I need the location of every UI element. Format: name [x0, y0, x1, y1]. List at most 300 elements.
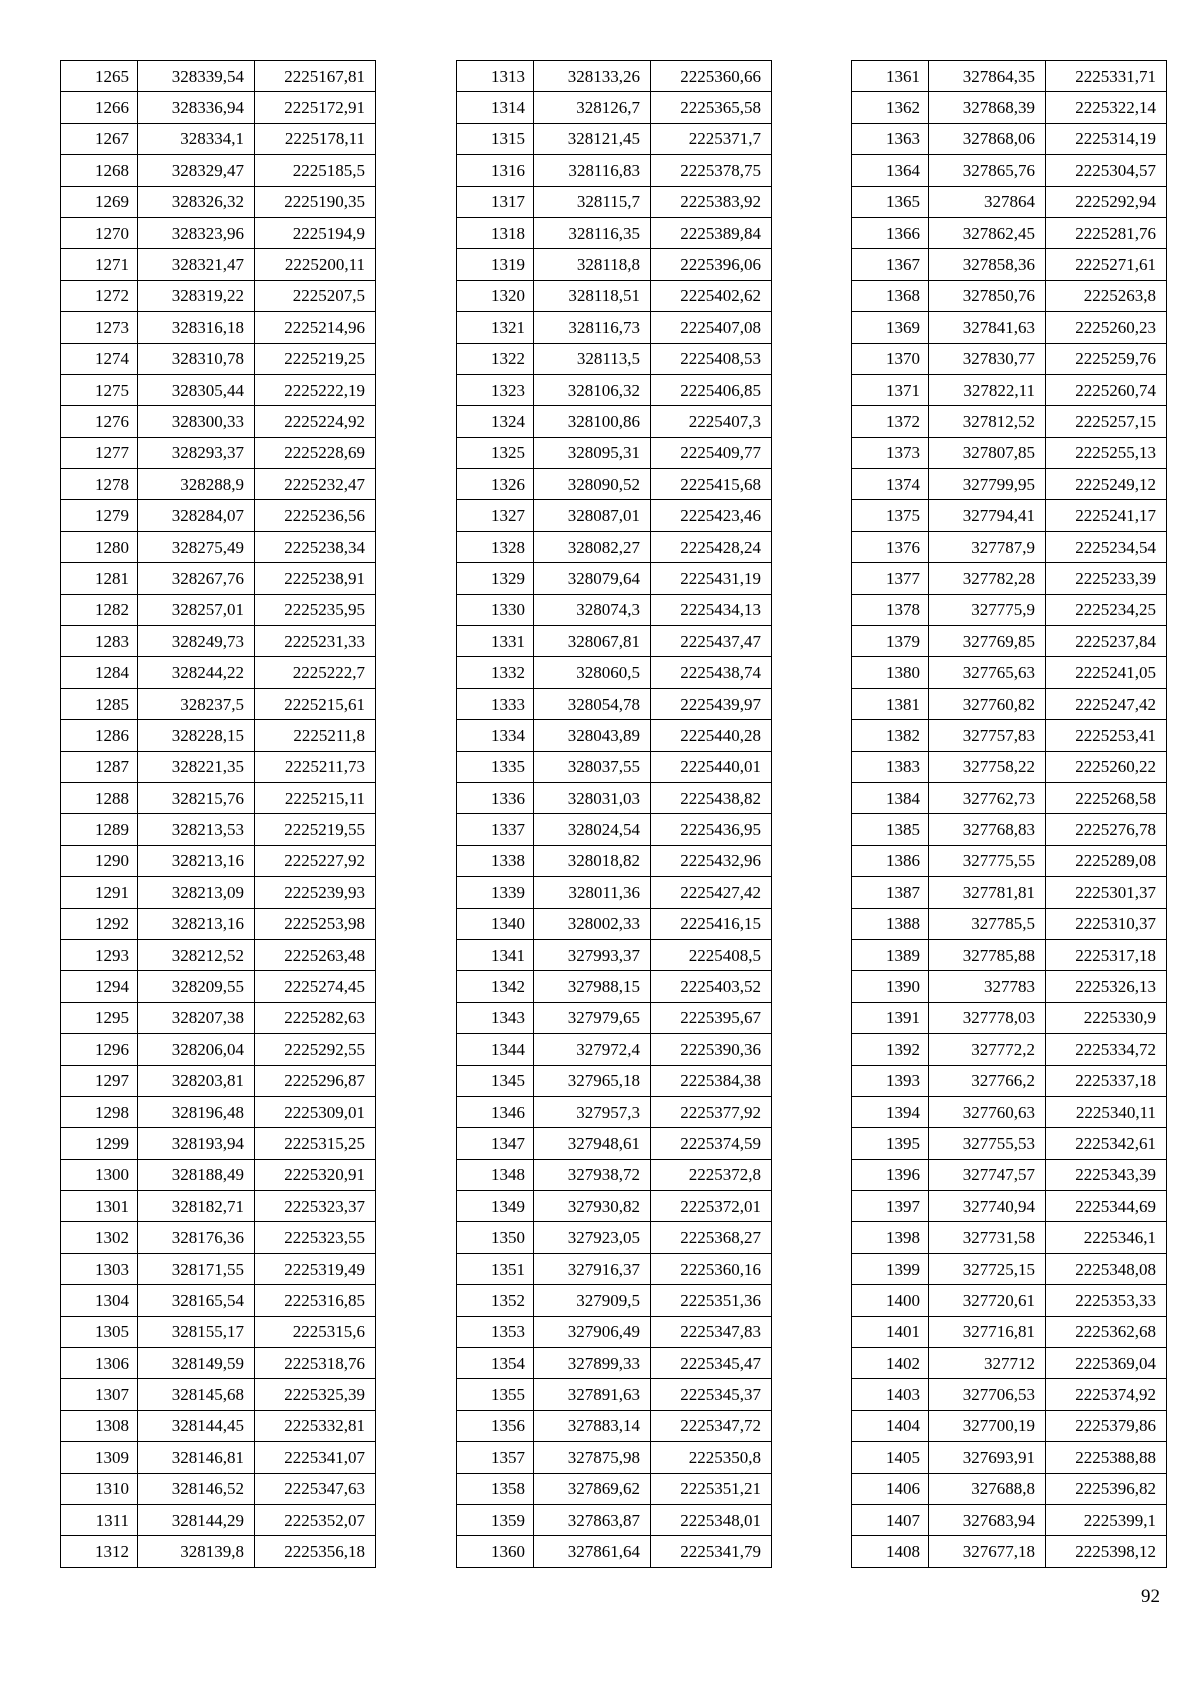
point-number-cell: 1370 [852, 343, 929, 374]
y-coordinate-cell: 2225238,34 [255, 531, 376, 562]
y-coordinate-cell: 2225372,8 [651, 1159, 772, 1190]
point-number-cell: 1283 [61, 626, 138, 657]
point-number-cell: 1352 [457, 1285, 534, 1316]
table-row [61, 1504, 376, 1535]
x-coordinate-cell: 328139,8 [138, 1536, 255, 1567]
point-number-cell: 1373 [852, 437, 929, 468]
point-number-cell: 1321 [457, 312, 534, 343]
y-coordinate-cell: 2225178,11 [255, 123, 376, 154]
y-coordinate-cell: 2225347,72 [651, 1410, 772, 1441]
x-coordinate-cell: 327794,41 [929, 500, 1046, 531]
point-number-cell: 1285 [61, 688, 138, 719]
table-row [852, 1222, 1167, 1253]
table-row [61, 908, 376, 939]
table-row [61, 657, 376, 688]
x-coordinate-cell: 327740,94 [929, 1191, 1046, 1222]
x-coordinate-cell: 328176,36 [138, 1222, 255, 1253]
point-number-cell: 1296 [61, 1034, 138, 1065]
point-number-cell: 1339 [457, 877, 534, 908]
table-row [852, 374, 1167, 405]
y-coordinate-cell: 2225350,8 [651, 1442, 772, 1473]
table-row [61, 814, 376, 845]
x-coordinate-cell: 328090,52 [534, 469, 651, 500]
y-coordinate-cell: 2225322,14 [1046, 92, 1167, 123]
x-coordinate-cell: 327772,2 [929, 1034, 1046, 1065]
y-coordinate-cell: 2225234,54 [1046, 531, 1167, 562]
y-coordinate-cell: 2225260,74 [1046, 374, 1167, 405]
point-number-cell: 1381 [852, 688, 929, 719]
point-number-cell: 1380 [852, 657, 929, 688]
x-coordinate-cell: 328116,35 [534, 217, 651, 248]
y-coordinate-cell: 2225222,7 [255, 657, 376, 688]
y-coordinate-cell: 2225436,95 [651, 814, 772, 845]
x-coordinate-cell: 328209,55 [138, 971, 255, 1002]
x-coordinate-cell: 328043,89 [534, 720, 651, 751]
point-number-cell: 1338 [457, 845, 534, 876]
table-row [61, 1442, 376, 1473]
y-coordinate-cell: 2225304,57 [1046, 155, 1167, 186]
x-coordinate-cell: 328155,17 [138, 1316, 255, 1347]
y-coordinate-cell: 2225247,42 [1046, 688, 1167, 719]
table-row [852, 1410, 1167, 1441]
table-row [61, 1096, 376, 1127]
y-coordinate-cell: 2225249,12 [1046, 469, 1167, 500]
y-coordinate-cell: 2225438,82 [651, 782, 772, 813]
point-number-cell: 1313 [457, 61, 534, 92]
point-number-cell: 1298 [61, 1096, 138, 1127]
table-row [457, 1065, 772, 1096]
x-coordinate-cell: 327760,82 [929, 688, 1046, 719]
x-coordinate-cell: 327812,52 [929, 406, 1046, 437]
point-number-cell: 1274 [61, 343, 138, 374]
point-number-cell: 1333 [457, 688, 534, 719]
point-number-cell: 1312 [61, 1536, 138, 1567]
y-coordinate-cell: 2225440,28 [651, 720, 772, 751]
x-coordinate-cell: 327979,65 [534, 1002, 651, 1033]
point-number-cell: 1278 [61, 469, 138, 500]
point-number-cell: 1297 [61, 1065, 138, 1096]
x-coordinate-cell: 327861,64 [534, 1536, 651, 1567]
y-coordinate-cell: 2225356,18 [255, 1536, 376, 1567]
x-coordinate-cell: 327938,72 [534, 1159, 651, 1190]
x-coordinate-cell: 327993,37 [534, 939, 651, 970]
x-coordinate-cell: 328060,5 [534, 657, 651, 688]
y-coordinate-cell: 2225233,39 [1046, 563, 1167, 594]
x-coordinate-cell: 327948,61 [534, 1128, 651, 1159]
table-row [61, 280, 376, 311]
x-coordinate-cell: 327875,98 [534, 1442, 651, 1473]
x-coordinate-cell: 328212,52 [138, 939, 255, 970]
point-number-cell: 1308 [61, 1410, 138, 1441]
y-coordinate-cell: 2225235,95 [255, 594, 376, 625]
point-number-cell: 1276 [61, 406, 138, 437]
table-row [61, 782, 376, 813]
y-coordinate-cell: 2225310,37 [1046, 908, 1167, 939]
table-row [852, 1096, 1167, 1127]
table-row [852, 531, 1167, 562]
table-row [457, 312, 772, 343]
table-row [852, 1128, 1167, 1159]
x-coordinate-cell: 327865,76 [929, 155, 1046, 186]
y-coordinate-cell: 2225271,61 [1046, 249, 1167, 280]
y-coordinate-cell: 2225222,19 [255, 374, 376, 405]
table-row [61, 1348, 376, 1379]
y-coordinate-cell: 2225408,53 [651, 343, 772, 374]
y-coordinate-cell: 2225301,37 [1046, 877, 1167, 908]
table-row [457, 845, 772, 876]
point-number-cell: 1377 [852, 563, 929, 594]
table-row [457, 1504, 772, 1535]
x-coordinate-cell: 327677,18 [929, 1536, 1046, 1567]
table-row [852, 280, 1167, 311]
table-row [852, 908, 1167, 939]
x-coordinate-cell: 328082,27 [534, 531, 651, 562]
y-coordinate-cell: 2225228,69 [255, 437, 376, 468]
x-coordinate-cell: 328326,32 [138, 186, 255, 217]
table-row [852, 939, 1167, 970]
x-coordinate-cell: 327683,94 [929, 1504, 1046, 1535]
table-row [457, 1222, 772, 1253]
point-number-cell: 1284 [61, 657, 138, 688]
y-coordinate-cell: 2225281,76 [1046, 217, 1167, 248]
table-row [852, 657, 1167, 688]
y-coordinate-cell: 2225396,82 [1046, 1473, 1167, 1504]
x-coordinate-cell: 327988,15 [534, 971, 651, 1002]
point-number-cell: 1337 [457, 814, 534, 845]
y-coordinate-cell: 2225409,77 [651, 437, 772, 468]
x-coordinate-cell: 328300,33 [138, 406, 255, 437]
x-coordinate-cell: 328203,81 [138, 1065, 255, 1096]
y-coordinate-cell: 2225345,37 [651, 1379, 772, 1410]
x-coordinate-cell: 327891,63 [534, 1379, 651, 1410]
point-number-cell: 1371 [852, 374, 929, 405]
y-coordinate-cell: 2225315,6 [255, 1316, 376, 1347]
x-coordinate-cell: 327757,83 [929, 720, 1046, 751]
point-number-cell: 1303 [61, 1253, 138, 1284]
point-number-cell: 1405 [852, 1442, 929, 1473]
point-number-cell: 1277 [61, 437, 138, 468]
point-number-cell: 1331 [457, 626, 534, 657]
x-coordinate-cell: 328275,49 [138, 531, 255, 562]
point-number-cell: 1353 [457, 1316, 534, 1347]
x-coordinate-cell: 327923,05 [534, 1222, 651, 1253]
point-number-cell: 1382 [852, 720, 929, 751]
x-coordinate-cell: 327782,28 [929, 563, 1046, 594]
point-number-cell: 1325 [457, 437, 534, 468]
table-row [457, 123, 772, 154]
table-row [852, 500, 1167, 531]
y-coordinate-cell: 2225360,16 [651, 1253, 772, 1284]
x-coordinate-cell: 328011,36 [534, 877, 651, 908]
x-coordinate-cell: 327755,53 [929, 1128, 1046, 1159]
table-row [61, 688, 376, 719]
y-coordinate-cell: 2225219,25 [255, 343, 376, 374]
y-coordinate-cell: 2225437,47 [651, 626, 772, 657]
table-row [457, 688, 772, 719]
table-row [61, 186, 376, 217]
table-row [852, 1504, 1167, 1535]
y-coordinate-cell: 2225331,71 [1046, 61, 1167, 92]
x-coordinate-cell: 327972,4 [534, 1034, 651, 1065]
x-coordinate-cell: 328196,48 [138, 1096, 255, 1127]
point-number-cell: 1360 [457, 1536, 534, 1567]
point-number-cell: 1270 [61, 217, 138, 248]
table-row [457, 563, 772, 594]
table-row [457, 92, 772, 123]
x-coordinate-cell: 328144,45 [138, 1410, 255, 1441]
x-coordinate-cell: 328321,47 [138, 249, 255, 280]
point-number-cell: 1344 [457, 1034, 534, 1065]
y-coordinate-cell: 2225347,83 [651, 1316, 772, 1347]
x-coordinate-cell: 327706,53 [929, 1379, 1046, 1410]
x-coordinate-cell: 327841,63 [929, 312, 1046, 343]
x-coordinate-cell: 328018,82 [534, 845, 651, 876]
table-row [457, 1096, 772, 1127]
y-coordinate-cell: 2225423,46 [651, 500, 772, 531]
table-row [457, 877, 772, 908]
y-coordinate-cell: 2225274,45 [255, 971, 376, 1002]
point-number-cell: 1328 [457, 531, 534, 562]
point-number-cell: 1358 [457, 1473, 534, 1504]
table-row [852, 782, 1167, 813]
x-coordinate-cell: 328118,8 [534, 249, 651, 280]
point-number-cell: 1403 [852, 1379, 929, 1410]
x-coordinate-cell: 328244,22 [138, 657, 255, 688]
table-row [61, 155, 376, 186]
table-row [852, 626, 1167, 657]
table-row [457, 343, 772, 374]
point-number-cell: 1349 [457, 1191, 534, 1222]
x-coordinate-cell: 328067,81 [534, 626, 651, 657]
point-number-cell: 1307 [61, 1379, 138, 1410]
x-coordinate-cell: 327720,61 [929, 1285, 1046, 1316]
x-coordinate-cell: 327930,82 [534, 1191, 651, 1222]
table-row [852, 1191, 1167, 1222]
x-coordinate-cell: 327864,35 [929, 61, 1046, 92]
x-coordinate-cell: 328121,45 [534, 123, 651, 154]
x-coordinate-cell: 327716,81 [929, 1316, 1046, 1347]
y-coordinate-cell: 2225378,75 [651, 155, 772, 186]
y-coordinate-cell: 2225319,49 [255, 1253, 376, 1284]
point-number-cell: 1407 [852, 1504, 929, 1535]
point-number-cell: 1302 [61, 1222, 138, 1253]
table-row [457, 971, 772, 1002]
point-number-cell: 1347 [457, 1128, 534, 1159]
y-coordinate-cell: 2225316,85 [255, 1285, 376, 1316]
table-row [457, 1002, 772, 1033]
point-number-cell: 1310 [61, 1473, 138, 1504]
y-coordinate-cell: 2225215,61 [255, 688, 376, 719]
x-coordinate-cell: 328115,7 [534, 186, 651, 217]
table-body [852, 61, 1167, 1568]
x-coordinate-cell: 328116,73 [534, 312, 651, 343]
x-coordinate-cell: 327766,2 [929, 1065, 1046, 1096]
y-coordinate-cell: 2225389,84 [651, 217, 772, 248]
x-coordinate-cell: 327731,58 [929, 1222, 1046, 1253]
table-row [852, 563, 1167, 594]
point-number-cell: 1398 [852, 1222, 929, 1253]
x-coordinate-cell: 328144,29 [138, 1504, 255, 1535]
y-coordinate-cell: 2225255,13 [1046, 437, 1167, 468]
coordinate-table-3 [851, 60, 1167, 1568]
table-row [852, 61, 1167, 92]
y-coordinate-cell: 2225343,39 [1046, 1159, 1167, 1190]
point-number-cell: 1376 [852, 531, 929, 562]
x-coordinate-cell: 327700,19 [929, 1410, 1046, 1441]
table-row [61, 61, 376, 92]
point-number-cell: 1362 [852, 92, 929, 123]
table-row [61, 374, 376, 405]
y-coordinate-cell: 2225268,58 [1046, 782, 1167, 813]
point-number-cell: 1320 [457, 280, 534, 311]
y-coordinate-cell: 2225344,69 [1046, 1191, 1167, 1222]
table-row [457, 814, 772, 845]
x-coordinate-cell: 328206,04 [138, 1034, 255, 1065]
x-coordinate-cell: 327785,5 [929, 908, 1046, 939]
table-row [852, 1034, 1167, 1065]
x-coordinate-cell: 327906,49 [534, 1316, 651, 1347]
point-number-cell: 1343 [457, 1002, 534, 1033]
table-row [852, 1159, 1167, 1190]
point-number-cell: 1361 [852, 61, 929, 92]
x-coordinate-cell: 327762,73 [929, 782, 1046, 813]
y-coordinate-cell: 2225190,35 [255, 186, 376, 217]
table-row [852, 1379, 1167, 1410]
table-row [61, 531, 376, 562]
y-coordinate-cell: 2225194,9 [255, 217, 376, 248]
point-number-cell: 1395 [852, 1128, 929, 1159]
y-coordinate-cell: 2225239,93 [255, 877, 376, 908]
y-coordinate-cell: 2225185,5 [255, 155, 376, 186]
y-coordinate-cell: 2225345,47 [651, 1348, 772, 1379]
table-row [457, 1191, 772, 1222]
point-number-cell: 1363 [852, 123, 929, 154]
y-coordinate-cell: 2225330,9 [1046, 1002, 1167, 1033]
x-coordinate-cell: 328284,07 [138, 500, 255, 531]
y-coordinate-cell: 2225398,12 [1046, 1536, 1167, 1567]
table-row [852, 155, 1167, 186]
table-row [457, 61, 772, 92]
point-number-cell: 1315 [457, 123, 534, 154]
table-row [457, 186, 772, 217]
point-number-cell: 1354 [457, 1348, 534, 1379]
table-row [852, 1536, 1167, 1567]
y-coordinate-cell: 2225346,1 [1046, 1222, 1167, 1253]
table-row [61, 1002, 376, 1033]
point-number-cell: 1365 [852, 186, 929, 217]
y-coordinate-cell: 2225407,3 [651, 406, 772, 437]
table-row [457, 657, 772, 688]
point-number-cell: 1317 [457, 186, 534, 217]
y-coordinate-cell: 2225348,08 [1046, 1253, 1167, 1284]
y-coordinate-cell: 2225440,01 [651, 751, 772, 782]
point-number-cell: 1327 [457, 500, 534, 531]
point-number-cell: 1332 [457, 657, 534, 688]
point-number-cell: 1369 [852, 312, 929, 343]
point-number-cell: 1288 [61, 782, 138, 813]
point-number-cell: 1282 [61, 594, 138, 625]
point-number-cell: 1348 [457, 1159, 534, 1190]
y-coordinate-cell: 2225323,55 [255, 1222, 376, 1253]
x-coordinate-cell: 327747,57 [929, 1159, 1046, 1190]
point-number-cell: 1356 [457, 1410, 534, 1441]
y-coordinate-cell: 2225432,96 [651, 845, 772, 876]
y-coordinate-cell: 2225232,47 [255, 469, 376, 500]
x-coordinate-cell: 327781,81 [929, 877, 1046, 908]
x-coordinate-cell: 327785,88 [929, 939, 1046, 970]
table-row [61, 249, 376, 280]
point-number-cell: 1404 [852, 1410, 929, 1441]
x-coordinate-cell: 328207,38 [138, 1002, 255, 1033]
table-row [61, 1222, 376, 1253]
y-coordinate-cell: 2225314,19 [1046, 123, 1167, 154]
y-coordinate-cell: 2225365,58 [651, 92, 772, 123]
table-row [457, 249, 772, 280]
table-row [61, 939, 376, 970]
y-coordinate-cell: 2225353,33 [1046, 1285, 1167, 1316]
x-coordinate-cell: 327916,37 [534, 1253, 651, 1284]
y-coordinate-cell: 2225332,81 [255, 1410, 376, 1441]
x-coordinate-cell: 328024,54 [534, 814, 651, 845]
table-row [457, 720, 772, 751]
point-number-cell: 1319 [457, 249, 534, 280]
y-coordinate-cell: 2225172,91 [255, 92, 376, 123]
y-coordinate-cell: 2225371,7 [651, 123, 772, 154]
x-coordinate-cell: 327758,22 [929, 751, 1046, 782]
table-row [61, 751, 376, 782]
x-coordinate-cell: 328213,09 [138, 877, 255, 908]
point-number-cell: 1289 [61, 814, 138, 845]
table-row [852, 469, 1167, 500]
y-coordinate-cell: 2225407,08 [651, 312, 772, 343]
table-row [457, 1034, 772, 1065]
table-row [61, 1191, 376, 1222]
point-number-cell: 1394 [852, 1096, 929, 1127]
x-coordinate-cell: 328339,54 [138, 61, 255, 92]
point-number-cell: 1272 [61, 280, 138, 311]
point-number-cell: 1322 [457, 343, 534, 374]
point-number-cell: 1281 [61, 563, 138, 594]
table-row [457, 1128, 772, 1159]
y-coordinate-cell: 2225399,1 [1046, 1504, 1167, 1535]
y-coordinate-cell: 2225326,13 [1046, 971, 1167, 1002]
x-coordinate-cell: 327693,91 [929, 1442, 1046, 1473]
y-coordinate-cell: 2225257,15 [1046, 406, 1167, 437]
y-coordinate-cell: 2225211,8 [255, 720, 376, 751]
table-row [852, 249, 1167, 280]
x-coordinate-cell: 327863,87 [534, 1504, 651, 1535]
point-number-cell: 1385 [852, 814, 929, 845]
table-row [61, 1159, 376, 1190]
y-coordinate-cell: 2225431,19 [651, 563, 772, 594]
y-coordinate-cell: 2225368,27 [651, 1222, 772, 1253]
point-number-cell: 1392 [852, 1034, 929, 1065]
y-coordinate-cell: 2225323,37 [255, 1191, 376, 1222]
x-coordinate-cell: 327858,36 [929, 249, 1046, 280]
y-coordinate-cell: 2225282,63 [255, 1002, 376, 1033]
point-number-cell: 1271 [61, 249, 138, 280]
y-coordinate-cell: 2225379,86 [1046, 1410, 1167, 1441]
y-coordinate-cell: 2225219,55 [255, 814, 376, 845]
y-coordinate-cell: 2225402,62 [651, 280, 772, 311]
table-row [852, 845, 1167, 876]
x-coordinate-cell: 327850,76 [929, 280, 1046, 311]
x-coordinate-cell: 328037,55 [534, 751, 651, 782]
y-coordinate-cell: 2225211,73 [255, 751, 376, 782]
point-number-cell: 1316 [457, 155, 534, 186]
y-coordinate-cell: 2225236,56 [255, 500, 376, 531]
table-row [457, 782, 772, 813]
